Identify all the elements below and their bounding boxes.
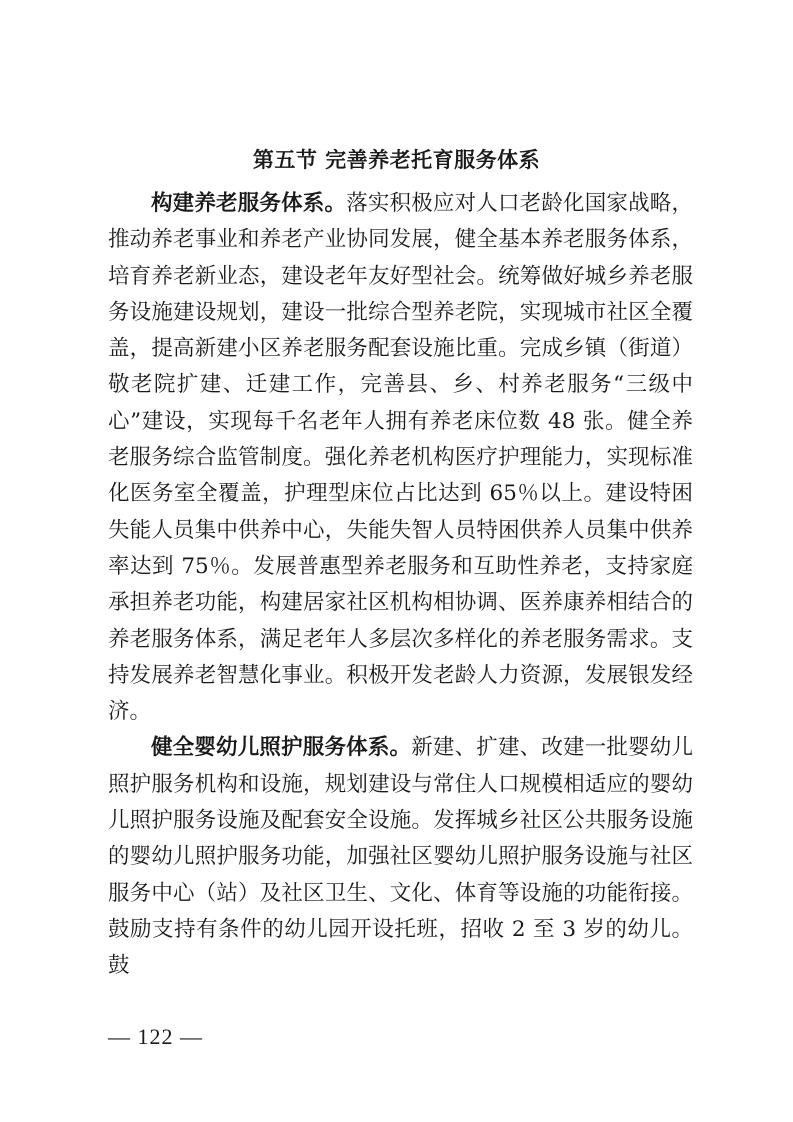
section-title: 第五节 完善养老托育服务体系 <box>252 148 541 172</box>
page-number: — 122 — <box>108 1024 203 1049</box>
paragraph-elderly-care <box>108 186 693 730</box>
paragraph-lead: 健全婴幼儿照护服务体系。 <box>151 735 412 761</box>
body-text <box>108 186 693 985</box>
paragraph-text: 落实积极应对人口老龄化国家战略，推动养老事业和养老产业协同发展，健全基本养老服务体系，培育养老新业态，建设老年友好型社会。统筹做好城乡养老服务设施建设规划，建设一批综合型养老院，实现城市社区全覆盖，提高新建小区养老服务配套设施比重。完成乡镇（街道）敬老院扩建、迁建工作，完善县、乡、村养老服务“三级中心”建设，实现每千名老年人拥有养老床位数 48 张。健全养老服务综合监管制度。强化养老机构医疗护理能力，实现标准化医务室全覆盖，护理型床位占比达到 65％以上。建设特困失能人员集中供养中心，失能失智人员特困供养人员集中供养率达到 75％。发展普惠型养老服务和互助性养老，支持家庭承担养老功能，构建居家社区机构相协调、医养康养相结合的养老服务体系，满足老年人多层次多样化的养老服务需求。支持发展养老智慧化事业。积极开发老龄人力资源，发展银发经济。 <box>108 191 693 725</box>
paragraph-lead: 构建养老服务体系。 <box>151 191 347 216</box>
paragraph-text: 新建、扩建、改建一批婴幼儿照护服务机构和设施，规划建设与常住人口规模相适应的婴幼儿照护服务设施及配套安全设施。发挥城乡社区公共服务设施的婴幼儿照护服务功能，加强社区婴幼儿照护服务设施与社区服务中心（站）及社区卫生、文化、体育等设施的功能衔接。鼓励支持有条件的幼儿园开设托班，招收 2 至 3 岁的幼儿。鼓 <box>108 735 693 979</box>
paragraph-infant-care <box>108 730 693 984</box>
